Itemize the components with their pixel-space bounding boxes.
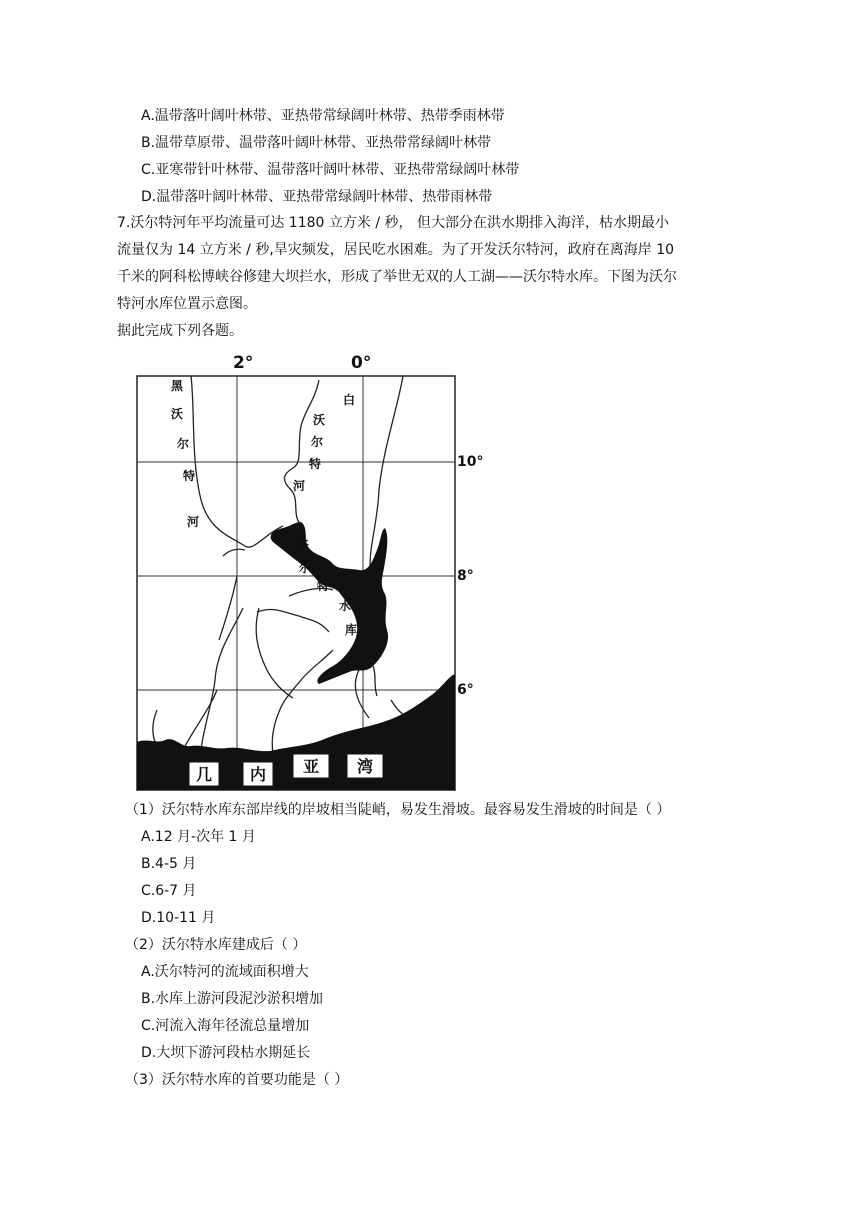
black-volta-char-1: 黑 [171,379,184,393]
lat-label-8: 8° [457,568,474,584]
sub1-option-d: D.10-11 月 [141,910,216,926]
q7-intro-line-5: 据此完成下列各题。 [117,323,243,339]
sub2-option-d: D.大坝下游河段枯水期延长 [141,1045,311,1061]
black-volta-char-3: 尔 [177,437,190,451]
gulf-label-char-3: 亚 [302,757,320,776]
gulf-label-char-2: 内 [249,765,267,784]
white-volta-char-4: 特 [309,457,322,471]
q6-option-a: A.温带落叶阔叶林带、亚热带常绿阔叶林带、热带季雨林带 [141,108,505,124]
reservoir-char-1: 沃 [297,539,310,553]
sub-question-1: （1）沃尔特水库东部岸线的岸坡相当陡峭，易发生滑坡。最容易发生滑坡的时间是（ ） [125,802,671,818]
black-volta-char-5: 河 [187,515,200,529]
q7-intro-line-3: 千米的阿科松博峡谷修建大坝拦水，形成了举世无双的人工湖——沃尔特水库。下图为沃尔 [117,269,677,285]
q7-intro-line-1: 7.沃尔特河年平均流量可达 1180 立方米 / 秒， 但大部分在洪水期排入海洋，枯水期最小 [117,215,669,231]
white-volta-char-5: 河 [293,479,306,493]
reservoir-char-4: 水 [339,599,352,613]
sub-question-2: （2）沃尔特水库建成后（ ） [125,937,307,953]
lat-label-10: 10° [457,454,484,470]
sub2-option-c: C.河流入海年径流总量增加 [141,1018,310,1034]
sub1-option-c: C.6-7 月 [141,883,197,899]
volta-reservoir-map [133,350,484,792]
sub-question-3: （3）沃尔特水库的首要功能是（ ） [125,1072,349,1088]
q6-option-d: D.温带落叶阔叶林带、亚热带常绿阔叶林带、热带雨林带 [141,189,493,205]
sub1-option-b: B.4-5 月 [141,856,197,872]
gulf-label-char-1: 几 [195,765,213,784]
q7-intro-line-2: 流量仅为 14 立方米 / 秒,旱灾频发，居民吃水困难。为了开发沃尔特河，政府在离海岸 10 [117,242,675,258]
q6-option-b: B.温带草原带、温带落叶阔叶林带、亚热带常绿阔叶林带 [141,135,492,151]
black-volta-char-2: 沃 [171,407,184,421]
volta-reservoir [271,522,388,684]
sub2-option-a: A.沃尔特河的流域面积增大 [141,964,309,980]
reservoir-char-3: 特 [317,579,330,593]
lat-label-6: 6° [457,682,474,698]
reservoir-char-5: 库 [345,623,358,637]
white-volta-char-1: 白 [343,393,356,407]
black-volta-char-4: 特 [183,469,196,483]
lon-label-2: 2° [233,353,254,373]
white-volta-char-3: 尔 [311,435,324,449]
white-volta-char-2: 沃 [313,413,326,427]
q6-option-c: C.亚寒带针叶林带、温带落叶阔叶林带、亚热带常绿阔叶林带 [141,162,520,178]
white-volta-river [284,380,322,522]
gulf-label-char-4: 湾 [356,757,374,776]
sub2-option-b: B.水库上游河段泥沙淤积增加 [141,991,324,1007]
sub1-option-a: A.12 月-次年 1 月 [141,829,256,845]
reservoir-char-2: 尔 [299,561,312,575]
lon-label-0: 0° [351,353,372,373]
q7-intro-line-4: 特河水库位置示意图。 [117,296,257,312]
